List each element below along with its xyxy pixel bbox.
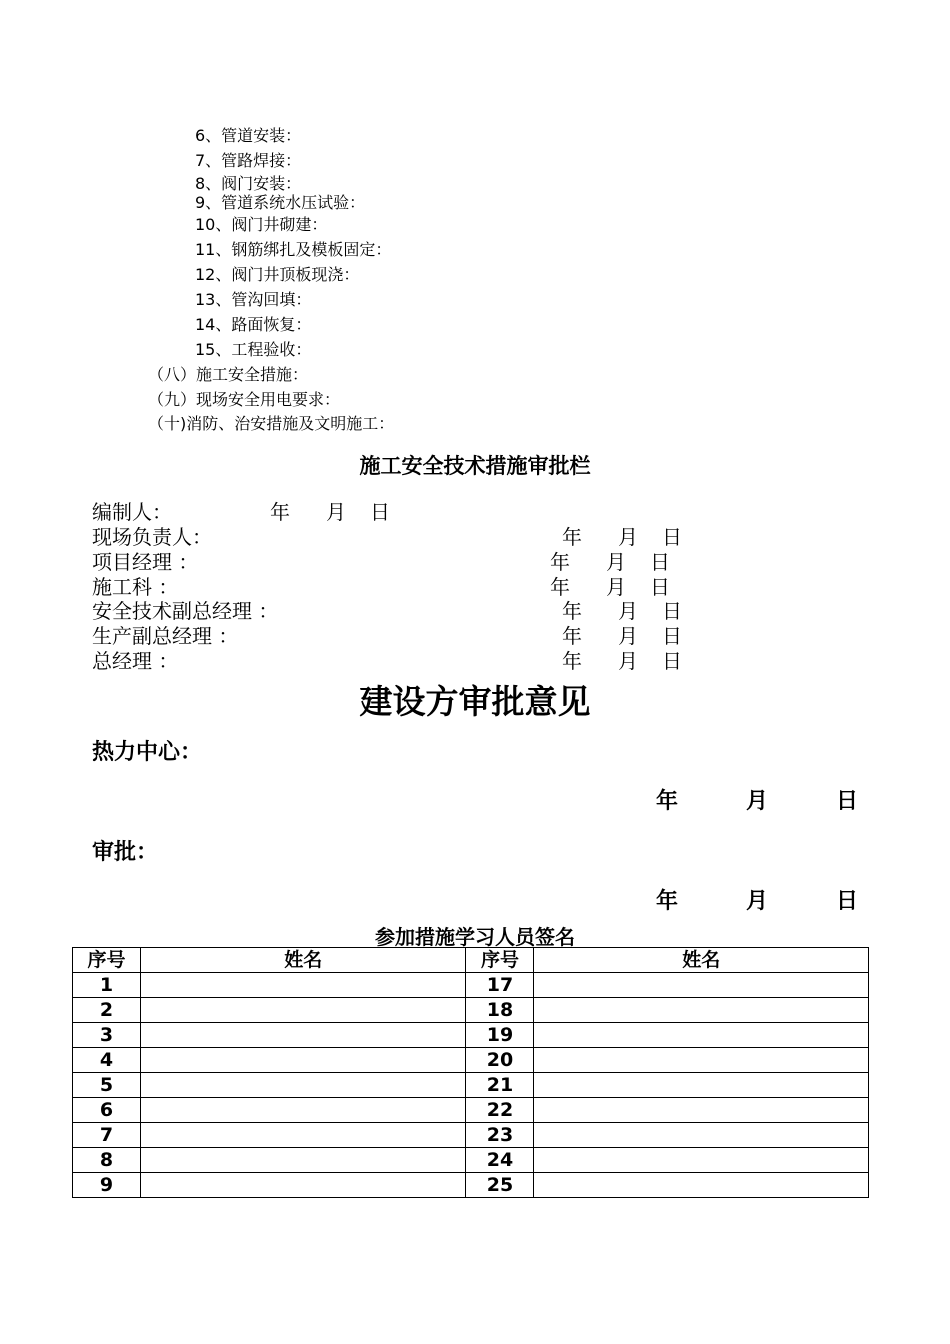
row-number: 17	[466, 973, 534, 998]
sign-table	[72, 947, 869, 1198]
year-label: 年	[656, 789, 679, 814]
signature-date	[562, 649, 682, 673]
step-item: 7、管路焊接：	[195, 151, 302, 170]
table-row	[73, 1073, 869, 1098]
row-number: 4	[73, 1048, 141, 1073]
signature-label: 编制人：	[92, 500, 172, 524]
name-cell[interactable]	[140, 1048, 466, 1073]
year-label: 年	[562, 649, 582, 673]
name-cell[interactable]	[140, 1148, 466, 1173]
column-header: 序号	[73, 948, 141, 973]
row-number: 25	[466, 1173, 534, 1198]
month-label: 月	[606, 550, 626, 574]
name-cell[interactable]	[140, 998, 466, 1023]
year-label: 年	[550, 550, 570, 574]
name-cell[interactable]	[140, 1073, 466, 1098]
month-label: 月	[618, 525, 638, 549]
step-item: 9、管道系统水压试验：	[195, 193, 366, 212]
signature-label: 现场负责人：	[92, 525, 212, 549]
signature-date	[562, 599, 682, 623]
table-row	[73, 1048, 869, 1073]
name-cell[interactable]	[534, 1073, 869, 1098]
year-label: 年	[270, 500, 290, 524]
day-label: 日	[650, 575, 670, 599]
name-cell[interactable]	[534, 1148, 869, 1173]
row-number: 2	[73, 998, 141, 1023]
name-cell[interactable]	[140, 1023, 466, 1048]
name-cell[interactable]	[534, 1173, 869, 1198]
row-number: 20	[466, 1048, 534, 1073]
month-label: 月	[326, 500, 346, 524]
row-number: 19	[466, 1023, 534, 1048]
name-cell[interactable]	[534, 1123, 869, 1148]
row-number: 5	[73, 1073, 141, 1098]
name-cell[interactable]	[534, 973, 869, 998]
day-label: 日	[662, 649, 682, 673]
step-item: 13、管沟回填：	[195, 290, 312, 309]
signature-label: 总经理 ：	[92, 649, 179, 673]
table-row	[73, 973, 869, 998]
signature-date	[562, 624, 682, 648]
signature-label: 施工科 ：	[92, 575, 179, 599]
subsection-heading: （八）施工安全措施：	[148, 365, 309, 384]
row-number: 8	[73, 1148, 141, 1173]
name-cell[interactable]	[140, 1098, 466, 1123]
owner-date-1	[0, 784, 950, 814]
name-cell[interactable]	[534, 1023, 869, 1048]
day-label: 日	[662, 525, 682, 549]
signature-date	[270, 500, 390, 524]
subsection-heading: （九）现场安全用电要求：	[148, 390, 341, 409]
signature-label: 项目经理 ：	[92, 550, 199, 574]
step-item: 8、阀门安装：	[195, 174, 302, 193]
name-cell[interactable]	[534, 998, 869, 1023]
step-item: 15、工程验收：	[195, 340, 312, 359]
name-cell[interactable]	[140, 1123, 466, 1148]
column-header: 姓名	[140, 948, 466, 973]
heat-center-label: 热力中心：	[92, 740, 203, 765]
step-item: 10、阀门井砌建：	[195, 215, 328, 234]
table-header-row	[73, 948, 869, 973]
name-cell[interactable]	[534, 1048, 869, 1073]
row-number: 21	[466, 1073, 534, 1098]
signature-date	[550, 575, 670, 599]
month-label: 月	[618, 599, 638, 623]
table-row	[73, 998, 869, 1023]
step-item: 14、路面恢复：	[195, 315, 312, 334]
subsection-heading: （十)消防、治安措施及文明施工：	[148, 414, 395, 433]
month-label: 月	[746, 889, 769, 914]
table-row	[73, 1098, 869, 1123]
table-row	[73, 1173, 869, 1198]
row-number: 1	[73, 973, 141, 998]
sign-table-title: 参加措施学习人员签名	[375, 925, 575, 949]
table-row	[73, 1148, 869, 1173]
day-label: 日	[370, 500, 390, 524]
owner-approval-title: 建设方审批意见	[359, 682, 591, 721]
name-cell[interactable]	[140, 1173, 466, 1198]
owner-date-2	[0, 884, 950, 914]
day-label: 日	[836, 889, 859, 914]
column-header: 序号	[466, 948, 534, 973]
signature-label: 生产副总经理 ：	[92, 624, 239, 648]
name-cell[interactable]	[534, 1098, 869, 1123]
row-number: 9	[73, 1173, 141, 1198]
step-item: 6、管道安装：	[195, 126, 302, 145]
row-number: 22	[466, 1098, 534, 1123]
month-label: 月	[618, 649, 638, 673]
step-item: 12、阀门井顶板现浇：	[195, 265, 360, 284]
name-cell[interactable]	[140, 973, 466, 998]
step-item: 11、钢筋绑扎及模板固定：	[195, 240, 392, 259]
year-label: 年	[562, 624, 582, 648]
year-label: 年	[562, 525, 582, 549]
row-number: 3	[73, 1023, 141, 1048]
table-row	[73, 1023, 869, 1048]
approve-label: 审批：	[92, 840, 159, 865]
row-number: 23	[466, 1123, 534, 1148]
signature-date	[562, 525, 682, 549]
day-label: 日	[662, 599, 682, 623]
row-number: 24	[466, 1148, 534, 1173]
month-label: 月	[746, 789, 769, 814]
row-number: 7	[73, 1123, 141, 1148]
row-number: 6	[73, 1098, 141, 1123]
row-number: 18	[466, 998, 534, 1023]
column-header: 姓名	[534, 948, 869, 973]
table-row	[73, 1123, 869, 1148]
year-label: 年	[550, 575, 570, 599]
month-label: 月	[606, 575, 626, 599]
month-label: 月	[618, 624, 638, 648]
approval-section-title: 施工安全技术措施审批栏	[359, 454, 591, 478]
year-label: 年	[562, 599, 582, 623]
day-label: 日	[662, 624, 682, 648]
day-label: 日	[650, 550, 670, 574]
year-label: 年	[656, 889, 679, 914]
signature-date	[550, 550, 670, 574]
day-label: 日	[836, 789, 859, 814]
signature-label: 安全技术副总经理 ：	[92, 599, 279, 623]
